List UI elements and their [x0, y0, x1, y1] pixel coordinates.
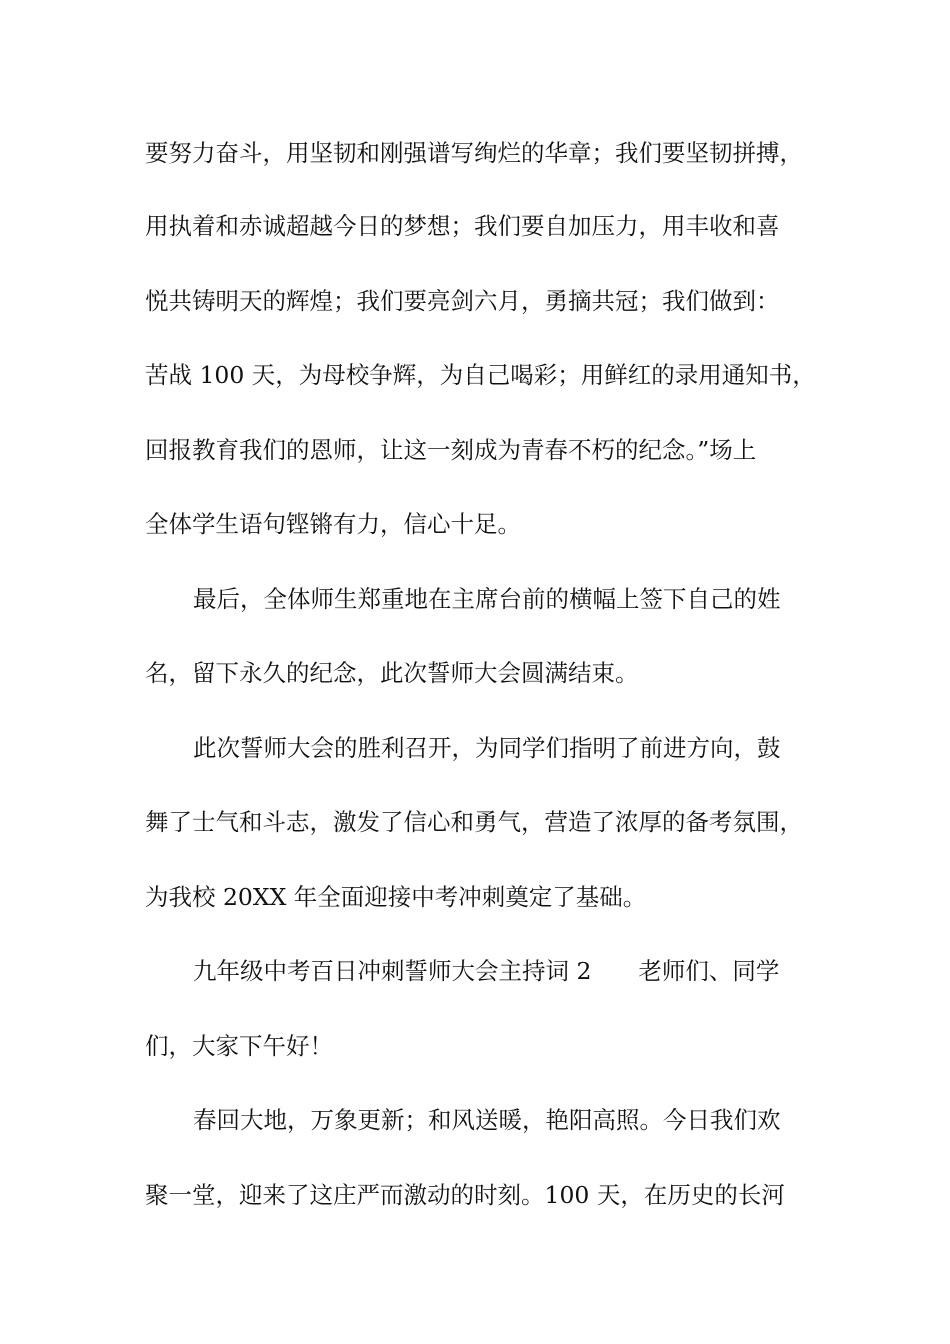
- text-line: 名，留下永久的纪念，此次誓师大会圆满结束。: [145, 659, 639, 687]
- text-line: 悦共铸明天的辉煌；我们要亮剑六月，勇摘共冠；我们做到：: [145, 287, 780, 315]
- text-line: 聚一堂，迎来了这庄严而激动的时刻。100 天，在历史的长河: [145, 1181, 785, 1209]
- text-line: 回报教育我们的恩师，让这一刻成为青春不朽的纪念。”场上: [145, 436, 757, 464]
- section-heading-line: 九年级中考百日冲刺誓师大会主持词 2 老师们、同学: [193, 957, 780, 985]
- text-line: 为我校 20XX 年全面迎接中考冲刺奠定了基础。: [145, 883, 647, 911]
- paragraph-first-line: 最后，全体师生郑重地在主席台前的横幅上签下自己的姓: [193, 585, 781, 613]
- text-line: 舞了士气和斗志，激发了信心和勇气，营造了浓厚的备考氛围，: [145, 808, 803, 836]
- text-line: 们，大家下午好！: [145, 1032, 333, 1060]
- text-line: 苦战 100 天，为母校争辉，为自己喝彩；用鲜红的录用通知书，: [145, 361, 816, 389]
- paragraph-first-line: 此次誓师大会的胜利召开，为同学们指明了前进方向，鼓: [193, 734, 781, 762]
- text-line: 用执着和赤诚超越今日的梦想；我们要自加压力，用丰收和喜: [145, 212, 780, 240]
- text-line: 全体学生语句铿锵有力，信心十足。: [145, 510, 521, 538]
- paragraph-first-line: 春回大地，万象更新；和风送暖，艳阳高照。今日我们欢: [193, 1106, 781, 1134]
- text-line: 要努力奋斗，用坚韧和刚强谱写绚烂的华章；我们要坚韧拼搏，: [145, 139, 803, 167]
